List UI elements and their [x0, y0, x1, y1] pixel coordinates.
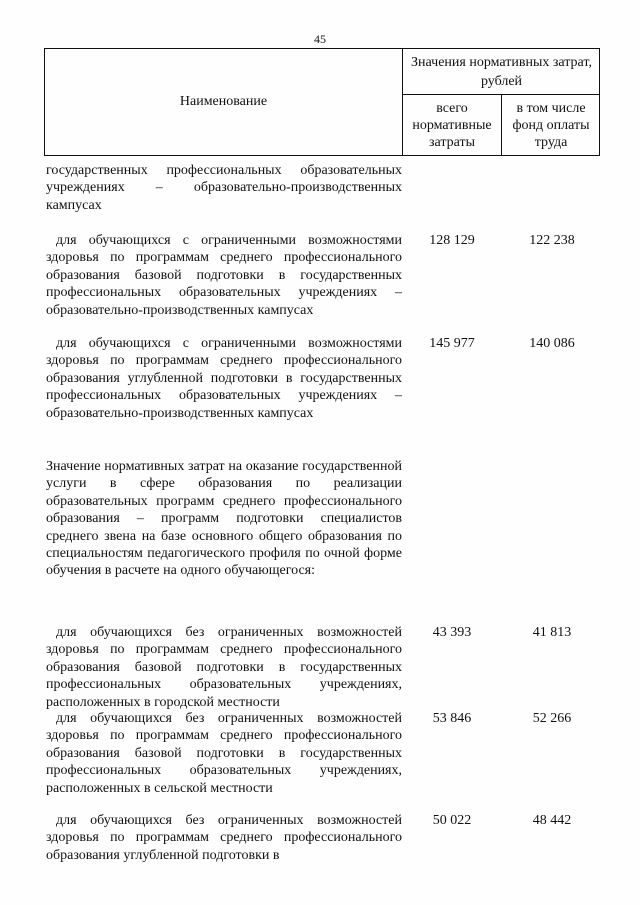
row-total-value: 53 846 — [432, 711, 472, 726]
row-name: для обучающихся с ограниченными возможностями здоровья по программам среднего профессионального образования углубленной подготовки в государственных профессиональных образовательных учреждениях – образовательно-производственных кампусах — [46, 336, 402, 421]
row-name: Значение нормативных затрат на оказание государственной услуги в сфере образования по реализации образовательных программ среднего профессионального образования – программ подготовки специалистов среднего звена на базе основного общего образования по специальностям педагогического профиля по очной форме обучения в расчете на одного обучающегося: — [46, 459, 402, 579]
row-wage-value: 140 086 — [529, 336, 575, 351]
row-total-value: 128 129 — [429, 233, 475, 248]
row-name: для обучающихся без ограниченных возможностей здоровья по программам среднего профессионального образования базовой подготовки в государственных профессиональных образовательных учреждениях, расположенных в городской местности — [46, 625, 402, 710]
row-total-value: 43 393 — [432, 625, 472, 640]
row-wage-value: 122 238 — [529, 233, 575, 248]
row-name: государственных профессиональных образовательных учреждениях – образовательно-производственных кампусах — [46, 163, 402, 213]
header-name-column: Наименование — [45, 49, 403, 155]
row-wage-value: 52 266 — [532, 711, 572, 726]
row-total-value: 50 022 — [432, 813, 472, 828]
header-total-column: всего нормативные затраты — [403, 95, 502, 155]
table-header — [44, 48, 600, 156]
row-wage-value: 48 442 — [532, 813, 572, 828]
row-wage-value: 41 813 — [532, 625, 572, 640]
row-name: для обучающихся без ограниченных возможностей здоровья по программам среднего профессионального образования углубленной подготовки в — [46, 813, 402, 863]
header-wage-column: в том числе фонд оплаты труда — [512, 100, 590, 150]
page-number: 45 — [314, 32, 326, 46]
header-values-column: Значения нормативных затрат, рублей — [403, 49, 600, 95]
row-name: для обучающихся с ограниченными возможностями здоровья по программам среднего профессионального образования базовой подготовки в государственных профессиональных образовательных учреждениях – образовательно-производственных кампусах — [46, 233, 402, 318]
row-name: для обучающихся без ограниченных возможностей здоровья по программам среднего профессионального образования базовой подготовки в государственных профессиональных образовательных учреждениях, расположенных в сельской местности — [46, 711, 402, 796]
row-total-value: 145 977 — [429, 336, 475, 351]
